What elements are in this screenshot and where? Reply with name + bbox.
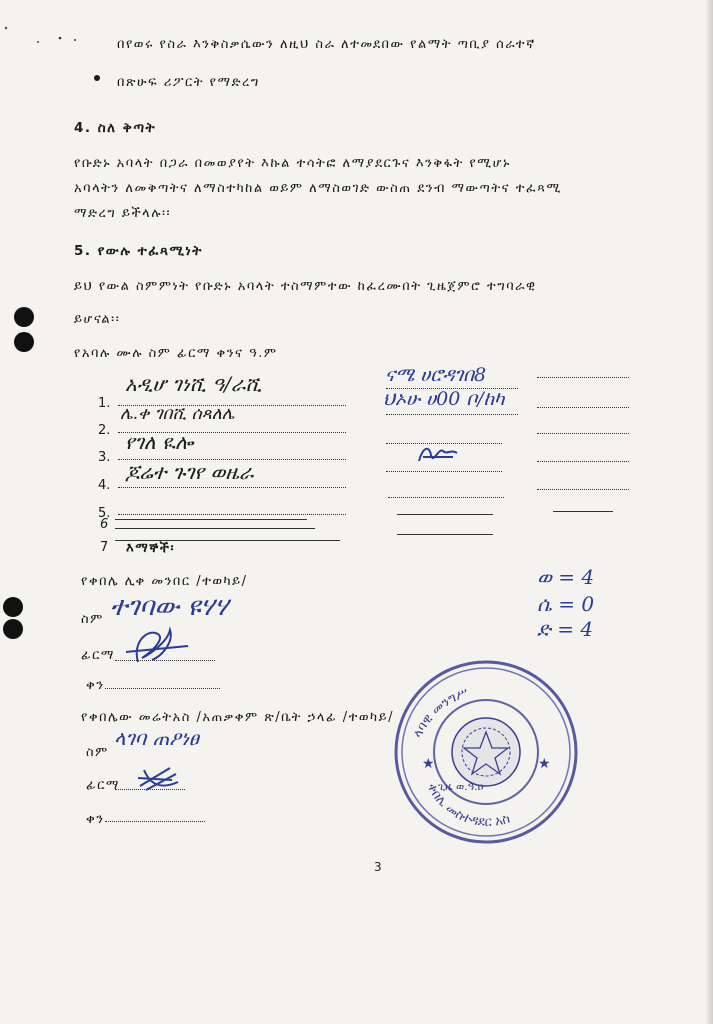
stamp-text-bottom: ቀበሌ መስተዳደር አስ — [423, 780, 512, 830]
chair-signature-label: ፊርማ — [81, 648, 115, 663]
extra-num-7: 7 — [100, 540, 109, 555]
tally-line-2: ሴ = 0 — [537, 592, 595, 616]
punch-hole-3 — [3, 597, 23, 617]
member-name-2: ሌ.ቀ ገበሺ ሰጻለሌ — [120, 404, 235, 424]
member-num-2: 2. — [98, 423, 111, 438]
chair-name-handwritten: ተገባው ዩሃሃ — [110, 592, 229, 622]
member-name-line-5 — [118, 514, 346, 515]
member-num-1: 1. — [98, 396, 111, 411]
punch-hole-1 — [14, 307, 34, 327]
member-name-4: ጆሬተ ጉገየ ወዜራ — [125, 460, 254, 484]
extra-num-6: 6 — [100, 517, 109, 532]
section4-line2: አባላትን ለመቅጣትና ለማስተካከል ወይም ለማስወገድ ውስጠ ደንብ ማውጣትና ተፈጻሚ — [74, 181, 562, 196]
scan-specks-svg — [0, 0, 120, 60]
member-sign-line-2 — [386, 414, 518, 415]
official-stamp — [388, 658, 584, 844]
member-num-5: 5. — [98, 506, 111, 521]
section5-line2: ይሆናል፡፡ — [74, 312, 121, 327]
section4-heading: 4. ስለ ቅጣት — [74, 120, 157, 136]
stamp-text-side: ጊዜ ወ.ዓ.ዐ — [438, 780, 484, 793]
scan-specks — [0, 0, 120, 64]
bullet-text-line1: በየወሩ የስራ እንቅስቃሴውን ለዚህ ስራ ለተመደበው የልማት ጣቢያ ሰራተኛ — [117, 37, 536, 52]
tally-line-1: ወ = 4 — [537, 565, 595, 589]
members-header: የአባሉ ሙሉ ስም ፊርማ ቀንና ዓ.ም — [74, 346, 278, 361]
bullet-text-line2: በጽሁፍ ሪፖርት የማድረግ — [117, 75, 260, 90]
member-signature-2: ህኦሁ ሀ00 ቦ/ከካ — [383, 388, 505, 410]
member-sign-line-6 — [397, 514, 493, 515]
chair-title: የቀበሌ ሊቀ መንበር /ተወካይ/ — [81, 574, 248, 589]
tally-line-3: ድ = 4 — [537, 617, 594, 641]
stamp-star-icon: ★ — [422, 756, 435, 772]
scan-edge-shadow — [705, 0, 713, 1024]
chair-date-line — [105, 688, 220, 689]
member-date-line-5 — [537, 489, 629, 490]
member-num-3: 3. — [98, 450, 111, 465]
chair-name-label: ስም — [81, 612, 104, 627]
extra-line-6b — [115, 519, 307, 520]
member-signature-3-scribble — [413, 441, 473, 471]
bullet-dot — [94, 75, 100, 81]
chair-date-label: ቀን — [86, 678, 105, 693]
member-date-line-2 — [537, 407, 629, 408]
member-name-1: አዲሆ ገነሺ ዓ/ራሺ — [125, 372, 262, 396]
member-date-line-4 — [537, 461, 629, 462]
land-officer-date-line — [105, 821, 205, 822]
member-sign-line-7 — [397, 534, 493, 535]
section5-line1: ይህ የውል ስምምነት የቡድኑ አባላት ተስማምተው ከፈረሙበት ጊዜጀምሮ ተግባራዊ — [74, 279, 537, 294]
land-officer-signature-label: ፊርማ — [86, 778, 120, 793]
member-signature-1: ናሜ ሀሮዳገበ8 — [385, 364, 487, 386]
page-number: 3 — [374, 860, 382, 874]
stamp-star-icon-right: ★ — [538, 756, 551, 772]
member-sign-line-4 — [386, 471, 502, 472]
punch-hole-4 — [3, 619, 23, 639]
section4-line1: የቡድኑ አባላት በጋራ በመወያየት እኩል ተሳትፎ ለማያደርጉና እንቅፋት የሚሆኑ — [74, 156, 511, 171]
member-date-line-3 — [537, 433, 629, 434]
extra-line-6 — [115, 528, 315, 529]
stamp-text-top: ላባዊ መንግሥ — [410, 685, 471, 741]
section5-heading: 5. የውሉ ተፈጻሚነት — [74, 243, 203, 259]
member-name-line-4 — [118, 487, 346, 488]
member-num-4: 4. — [98, 478, 111, 493]
member-sign-line-5 — [388, 497, 504, 498]
land-officer-name-handwritten: ላገባ ጠዖነፀ — [114, 726, 199, 750]
observers-label: እማኞች፡ — [126, 541, 176, 556]
punch-hole-2 — [14, 332, 34, 352]
land-officer-signature-scribble — [130, 762, 190, 798]
member-name-3: የገለ ዪሎ — [125, 430, 194, 454]
section4-line3: ማድረግ ይችላሉ፡፡ — [74, 206, 172, 221]
land-officer-date-label: ቀን — [86, 812, 105, 827]
member-date-line-1 — [537, 377, 629, 378]
land-office-title: የቀበሌው መሬትአስ /አጠቃቀም ጽ/ቤት ኃላፊ /ተወካይ/ — [81, 710, 394, 725]
chair-signature-scribble — [118, 622, 208, 672]
member-date-line-6 — [553, 511, 613, 512]
land-officer-name-label: ስም — [86, 745, 109, 760]
